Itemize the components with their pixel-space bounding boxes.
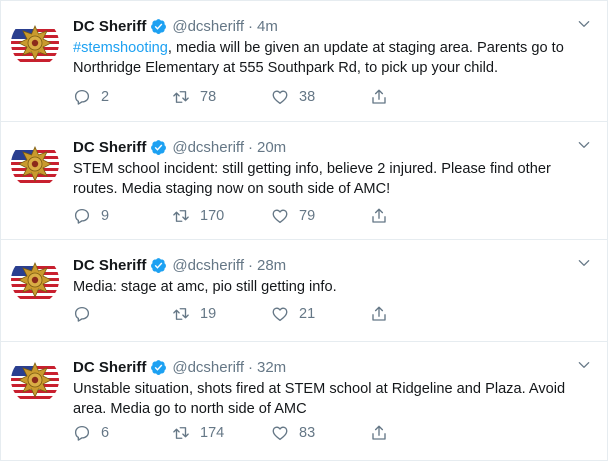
reply-icon xyxy=(73,207,91,225)
verified-icon xyxy=(150,139,167,156)
timestamp[interactable]: 32m xyxy=(257,358,287,376)
tweet-text: Media: stage at amc, pio still getting info. xyxy=(73,279,337,295)
retweet-button[interactable] xyxy=(172,424,271,442)
retweet-button[interactable] xyxy=(172,305,271,323)
share-button[interactable] xyxy=(370,88,469,106)
reply-count: 9 xyxy=(101,208,110,224)
separator-dot: · xyxy=(248,138,253,156)
tweet[interactable] xyxy=(1,342,607,460)
tweet-body: , media will be given an update at staging area. Parents go to Northridge Elementary at 555 Southpark Rd, to pick up your child. xyxy=(73,40,564,76)
retweet-button[interactable] xyxy=(172,88,271,106)
share-button[interactable] xyxy=(370,424,469,442)
chevron-down-icon[interactable] xyxy=(577,358,591,372)
share-icon xyxy=(370,88,388,106)
hashtag-link[interactable]: #stemshooting xyxy=(73,40,168,56)
avatar[interactable] xyxy=(11,19,59,67)
like-count: 79 xyxy=(299,208,316,224)
retweet-button[interactable] xyxy=(172,207,271,225)
handle[interactable]: @dcsheriff xyxy=(172,358,244,376)
handle[interactable]: @dcsheriff xyxy=(172,256,244,274)
reply-icon xyxy=(73,424,91,442)
chevron-down-icon[interactable] xyxy=(577,256,591,270)
handle[interactable]: @dcsheriff xyxy=(172,138,244,156)
reply-button[interactable] xyxy=(73,207,172,225)
retweet-icon xyxy=(172,207,190,225)
like-count: 83 xyxy=(299,425,316,441)
reply-button[interactable] xyxy=(73,88,172,106)
heart-icon xyxy=(271,424,289,442)
share-button[interactable] xyxy=(370,305,469,323)
retweet-count: 170 xyxy=(200,208,225,224)
avatar[interactable] xyxy=(11,140,59,188)
like-button[interactable] xyxy=(271,207,370,225)
timestamp[interactable]: 28m xyxy=(257,256,287,274)
chevron-down-icon[interactable] xyxy=(577,17,591,31)
reply-icon xyxy=(73,88,91,106)
like-button[interactable] xyxy=(271,424,370,442)
tweet[interactable] xyxy=(1,122,607,240)
retweet-icon xyxy=(172,424,190,442)
timestamp[interactable]: 4m xyxy=(257,17,278,35)
reply-count: 6 xyxy=(101,425,110,441)
heart-icon xyxy=(271,88,289,106)
share-icon xyxy=(370,424,388,442)
reply-count: 2 xyxy=(101,89,110,105)
reply-button[interactable] xyxy=(73,424,172,442)
retweet-icon xyxy=(172,88,190,106)
verified-icon xyxy=(150,257,167,274)
retweet-icon xyxy=(172,305,190,323)
reply-icon xyxy=(73,305,91,323)
like-count: 21 xyxy=(299,306,316,322)
retweet-count: 19 xyxy=(200,306,217,322)
display-name[interactable]: DC Sheriff xyxy=(73,138,147,156)
tweet-text: Unstable situation, shots fired at STEM school at Ridgeline and Plaza. Avoid area. Media go to north side of AMC xyxy=(73,381,566,417)
separator-dot: · xyxy=(248,17,253,35)
timestamp[interactable]: 20m xyxy=(257,138,287,156)
tweet[interactable] xyxy=(1,240,607,342)
avatar[interactable] xyxy=(11,256,59,304)
like-button[interactable] xyxy=(271,88,370,106)
handle[interactable]: @dcsheriff xyxy=(172,17,244,35)
verified-icon xyxy=(150,18,167,35)
verified-icon xyxy=(150,359,167,376)
chevron-down-icon[interactable] xyxy=(577,138,591,152)
share-button[interactable] xyxy=(370,207,469,225)
heart-icon xyxy=(271,305,289,323)
like-count: 38 xyxy=(299,89,316,105)
like-button[interactable] xyxy=(271,305,370,323)
display-name[interactable]: DC Sheriff xyxy=(73,17,147,35)
display-name[interactable]: DC Sheriff xyxy=(73,256,147,274)
display-name[interactable]: DC Sheriff xyxy=(73,358,147,376)
tweet-text: STEM school incident: still getting info, believe 2 injured. Please find other routes. Media staging now on south side of AMC! xyxy=(73,161,551,197)
reply-button[interactable] xyxy=(73,305,172,323)
tweet[interactable] xyxy=(1,1,607,122)
separator-dot: · xyxy=(248,256,253,274)
heart-icon xyxy=(271,207,289,225)
share-icon xyxy=(370,305,388,323)
retweet-count: 174 xyxy=(200,425,225,441)
tweet-text xyxy=(73,38,591,78)
retweet-count: 78 xyxy=(200,89,217,105)
separator-dot: · xyxy=(248,358,253,376)
share-icon xyxy=(370,207,388,225)
avatar[interactable] xyxy=(11,356,59,404)
